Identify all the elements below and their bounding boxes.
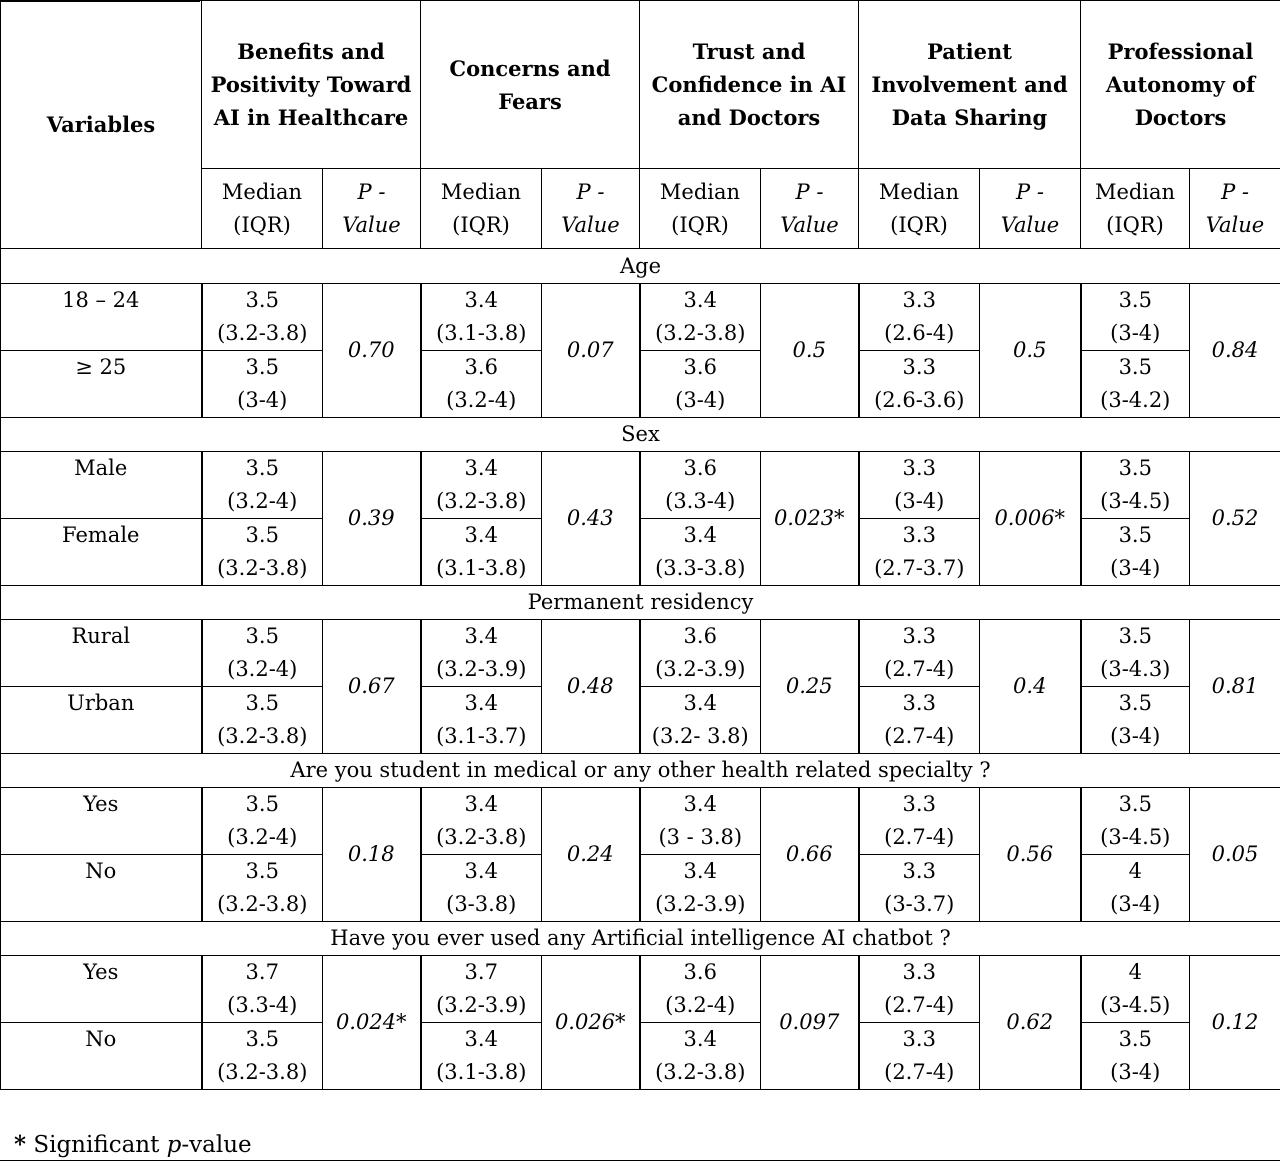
value-label: Value [561,212,620,237]
iqr-value: (2.7-4) [884,1060,955,1084]
p-value-cell: 0.097 [761,956,859,1090]
iqr-value: (3.2-3.8) [217,892,308,916]
iqr-value: (2.7-3.7) [874,556,965,580]
p-value-header [323,169,421,249]
iqr-value: (3-4.5) [1100,825,1171,849]
median-value: 3.4 [464,523,498,547]
p-value-cell: 0.023* [761,452,859,586]
iqr-value: (3.1-3.8) [436,321,527,345]
iqr-value: (3-4) [1110,724,1161,748]
median-cell [640,620,761,687]
p-value-cell: 0.67 [323,620,421,754]
variables-header: Variables [1,1,202,249]
table-row [1,351,1280,418]
header-group-row [1,1,1280,169]
iqr-value: (3.2-3.8) [655,1060,746,1084]
p-value-cell: 0.006* [980,452,1081,586]
median-value: 3.3 [902,691,936,715]
iqr-value: (3-4) [1110,321,1161,345]
median-value: 3.3 [902,960,936,984]
median-cell [640,1023,761,1090]
iqr-value: (2.7-4) [884,993,955,1017]
iqr-value: (3.2-4) [227,489,298,513]
iqr-value: (3.2-3.9) [655,892,746,916]
value-label: Value [780,212,839,237]
median-value: 4 [1128,859,1142,883]
section-row [1,922,1280,956]
median-value: 3.4 [683,523,717,547]
iqr-value: (3 - 3.8) [658,825,743,849]
median-value: 3.7 [464,960,498,984]
iqr-label: (IQR) [671,212,729,237]
median-value: 4 [1128,960,1142,984]
iqr-value: (3.2-3.9) [655,657,746,681]
p-value-header [542,169,640,249]
p-value-cell: 0.18 [323,788,421,922]
median-label: Median [440,179,522,204]
median-cell [1081,687,1190,754]
footnote-p: p [166,1132,182,1158]
median-iqr-header [640,169,761,249]
median-value: 3.4 [683,691,717,715]
median-cell [1081,620,1190,687]
section-title: Have you ever used any Artificial intelligence AI chatbot ? [1,922,1280,956]
iqr-value: (3.2-4) [446,388,517,412]
median-cell [859,956,980,1023]
median-cell [859,855,980,922]
p-label: P - [1221,179,1249,204]
median-cell [1081,351,1190,418]
median-cell [640,855,761,922]
median-value: 3.5 [1118,456,1152,480]
iqr-value: (3-4.2) [1100,388,1171,412]
row-label: 18 – 24 [1,284,202,351]
median-value: 3.5 [245,624,279,648]
p-value-cell: 0.81 [1190,620,1280,754]
value-label: Value [1205,212,1265,237]
median-iqr-header [202,169,323,249]
median-value: 3.6 [683,624,717,648]
row-label: Yes [1,956,202,1023]
p-value-cell: 0.48 [542,620,640,754]
median-value: 3.5 [1118,288,1152,312]
row-label: Rural [1,620,202,687]
table-row [1,788,1280,855]
median-value: 3.5 [245,355,279,379]
footnote-star: * [14,1131,27,1158]
median-value: 3.5 [1118,624,1152,648]
median-label: Median [659,179,741,204]
table-row [1,519,1280,586]
iqr-label: (IQR) [452,212,510,237]
median-cell [859,284,980,351]
median-value: 3.6 [464,355,498,379]
iqr-label: (IQR) [890,212,948,237]
median-cell [421,1023,542,1090]
median-value: 3.4 [464,456,498,480]
median-cell [421,452,542,519]
footnote-text-before: Significant [26,1132,167,1158]
median-cell [1081,519,1190,586]
median-iqr-header [859,169,980,249]
median-cell [421,351,542,418]
group-header-autonomy: Professional Autonomy of Doctors [1081,1,1280,169]
median-cell [421,620,542,687]
iqr-value: (3-4.5) [1100,993,1171,1017]
median-cell [1081,284,1190,351]
section-title: Age [1,249,1280,284]
iqr-value: (3.2-3.8) [655,321,746,345]
median-value: 3.4 [464,859,498,883]
median-value: 3.3 [902,456,936,480]
median-cell [421,284,542,351]
table-row [1,1023,1280,1090]
median-value: 3.6 [683,456,717,480]
section-title: Permanent residency [1,586,1280,620]
median-value: 3.4 [683,1027,717,1051]
iqr-value: (3.3-3.8) [655,556,746,580]
median-value: 3.5 [245,288,279,312]
p-value-cell: 0.43 [542,452,640,586]
median-cell [202,687,323,754]
iqr-value: (3.1-3.8) [436,556,527,580]
p-value-cell: 0.5 [980,284,1081,418]
p-value-cell: 0.70 [323,284,421,418]
iqr-value: (3.1-3.8) [436,1060,527,1084]
iqr-label: (IQR) [1106,212,1164,237]
median-cell [421,687,542,754]
median-cell [859,620,980,687]
iqr-value: (2.7-4) [884,657,955,681]
section-row [1,249,1280,284]
table-row [1,855,1280,922]
median-value: 3.4 [464,792,498,816]
iqr-value: (3.1-3.7) [436,724,527,748]
iqr-value: (3.3-4) [227,993,298,1017]
median-cell [1081,855,1190,922]
p-value-cell: 0.24 [542,788,640,922]
median-value: 3.4 [683,288,717,312]
median-value: 3.7 [245,960,279,984]
p-value-cell: 0.84 [1190,284,1280,418]
table-row [1,620,1280,687]
iqr-value: (2.6-3.6) [874,388,965,412]
median-cell [202,284,323,351]
median-value: 3.5 [1118,355,1152,379]
median-cell [1081,1023,1190,1090]
iqr-value: (3-4.5) [1100,489,1171,513]
iqr-value: (3-3.7) [884,892,955,916]
median-value: 3.3 [902,523,936,547]
p-value-cell: 0.07 [542,284,640,418]
median-label: Median [878,179,960,204]
row-label: No [1,855,202,922]
iqr-value: (3-4) [1110,892,1161,916]
median-value: 3.5 [1118,691,1152,715]
iqr-value: (3.2-3.9) [436,993,527,1017]
median-cell [421,519,542,586]
median-value: 3.5 [1118,523,1152,547]
median-cell [202,452,323,519]
iqr-value: (2.6-4) [884,321,955,345]
median-cell [859,1023,980,1090]
median-cell [640,351,761,418]
p-value-cell: 0.25 [761,620,859,754]
iqr-value: (3.2-4) [227,825,298,849]
median-value: 3.5 [245,523,279,547]
p-label: P - [576,179,605,204]
median-cell [202,788,323,855]
median-cell [640,788,761,855]
median-value: 3.3 [902,859,936,883]
iqr-value: (3.2-3.8) [217,1060,308,1084]
median-value: 3.4 [683,859,717,883]
median-value: 3.3 [902,1027,936,1051]
median-cell [859,687,980,754]
p-value-header [761,169,859,249]
p-value-cell: 0.62 [980,956,1081,1090]
iqr-value: (3-4) [894,489,945,513]
row-label: ≥ 25 [1,351,202,418]
table-row [1,452,1280,519]
iqr-value: (3-4) [237,388,288,412]
p-value-cell: 0.05 [1190,788,1280,922]
bottom-rule [0,1160,1280,1161]
p-label: P - [1016,179,1044,204]
section-row [1,418,1280,452]
row-label: Male [1,452,202,519]
median-value: 3.6 [683,355,717,379]
table-row [1,687,1280,754]
table-row [1,956,1280,1023]
iqr-value: (2.7-4) [884,825,955,849]
iqr-value: (3-4) [1110,556,1161,580]
row-label: Yes [1,788,202,855]
p-value-cell: 0.12 [1190,956,1280,1090]
median-value: 3.5 [245,1027,279,1051]
p-value-cell: 0.024* [323,956,421,1090]
iqr-value: (3-4.3) [1100,657,1171,681]
median-cell [202,351,323,418]
median-value: 3.5 [1118,792,1152,816]
median-value: 3.5 [245,456,279,480]
iqr-value: (3.2-3.8) [217,724,308,748]
iqr-value: (3.2-3.8) [436,489,527,513]
iqr-label: (IQR) [233,212,291,237]
section-title: Are you student in medical or any other health related specialty ? [1,754,1280,788]
row-label: Urban [1,687,202,754]
iqr-value: (3-3.8) [446,892,517,916]
table-body [1,249,1280,1090]
median-cell [202,855,323,922]
p-value-cell: 0.39 [323,452,421,586]
row-label: Female [1,519,202,586]
value-label: Value [1000,212,1060,237]
median-cell [202,620,323,687]
median-cell [421,788,542,855]
iqr-value: (3.2- 3.8) [651,724,749,748]
p-value-header [1190,169,1280,249]
median-cell [859,452,980,519]
group-header-trust: Trust and Confidence in AI and Doctors [640,1,859,169]
median-value: 3.3 [902,288,936,312]
median-value: 3.4 [464,288,498,312]
median-cell [202,956,323,1023]
median-cell [640,956,761,1023]
median-cell [1081,452,1190,519]
iqr-value: (3.2-3.8) [217,321,308,345]
median-cell [640,284,761,351]
median-cell [421,956,542,1023]
median-value: 3.3 [902,792,936,816]
p-label: P - [795,179,824,204]
value-label: Value [342,212,401,237]
section-row [1,754,1280,788]
median-cell [859,788,980,855]
median-cell [202,519,323,586]
median-cell [859,351,980,418]
iqr-value: (3.2-4) [227,657,298,681]
row-label: No [1,1023,202,1090]
iqr-value: (3.2-3.9) [436,657,527,681]
p-value-cell: 0.56 [980,788,1081,922]
median-value: 3.3 [902,355,936,379]
median-cell [1081,956,1190,1023]
p-value-cell: 0.4 [980,620,1081,754]
p-value-header [980,169,1081,249]
median-value: 3.5 [245,792,279,816]
p-value-cell: 0.5 [761,284,859,418]
median-cell [202,1023,323,1090]
median-value: 3.4 [464,624,498,648]
iqr-value: (3.2-3.8) [217,556,308,580]
median-value: 3.5 [245,859,279,883]
iqr-value: (3.3-4) [665,489,736,513]
p-value-cell: 0.52 [1190,452,1280,586]
footnote-text-after: -value [181,1132,252,1158]
median-iqr-header [421,169,542,249]
iqr-value: (3.2-3.8) [436,825,527,849]
p-value-cell: 0.026* [542,956,640,1090]
median-value: 3.6 [683,960,717,984]
iqr-value: (3-4) [675,388,726,412]
median-cell [1081,788,1190,855]
group-header-benefits: Benefits and Positivity Toward AI in Healthcare [202,1,421,169]
section-title: Sex [1,418,1280,452]
median-value: 3.5 [1118,1027,1152,1051]
median-cell [421,855,542,922]
iqr-value: (3.2-4) [665,993,736,1017]
section-row [1,586,1280,620]
iqr-value: (2.7-4) [884,724,955,748]
table-row [1,284,1280,351]
median-cell [640,519,761,586]
group-header-concerns: Concerns and Fears [421,1,640,169]
median-iqr-header [1081,169,1190,249]
group-header-involvement: Patient Involvement and Data Sharing [859,1,1081,169]
p-label: P - [357,179,386,204]
median-value: 3.4 [683,792,717,816]
median-cell [859,519,980,586]
iqr-value: (3-4) [1110,1060,1161,1084]
footnote [14,1130,252,1160]
median-cell [640,452,761,519]
median-cell [640,687,761,754]
p-value-cell: 0.66 [761,788,859,922]
median-label: Median [1094,179,1176,204]
median-label: Median [221,179,303,204]
table-header [1,1,1280,249]
median-value: 3.4 [464,1027,498,1051]
median-value: 3.3 [902,624,936,648]
median-value: 3.5 [245,691,279,715]
median-value: 3.4 [464,691,498,715]
